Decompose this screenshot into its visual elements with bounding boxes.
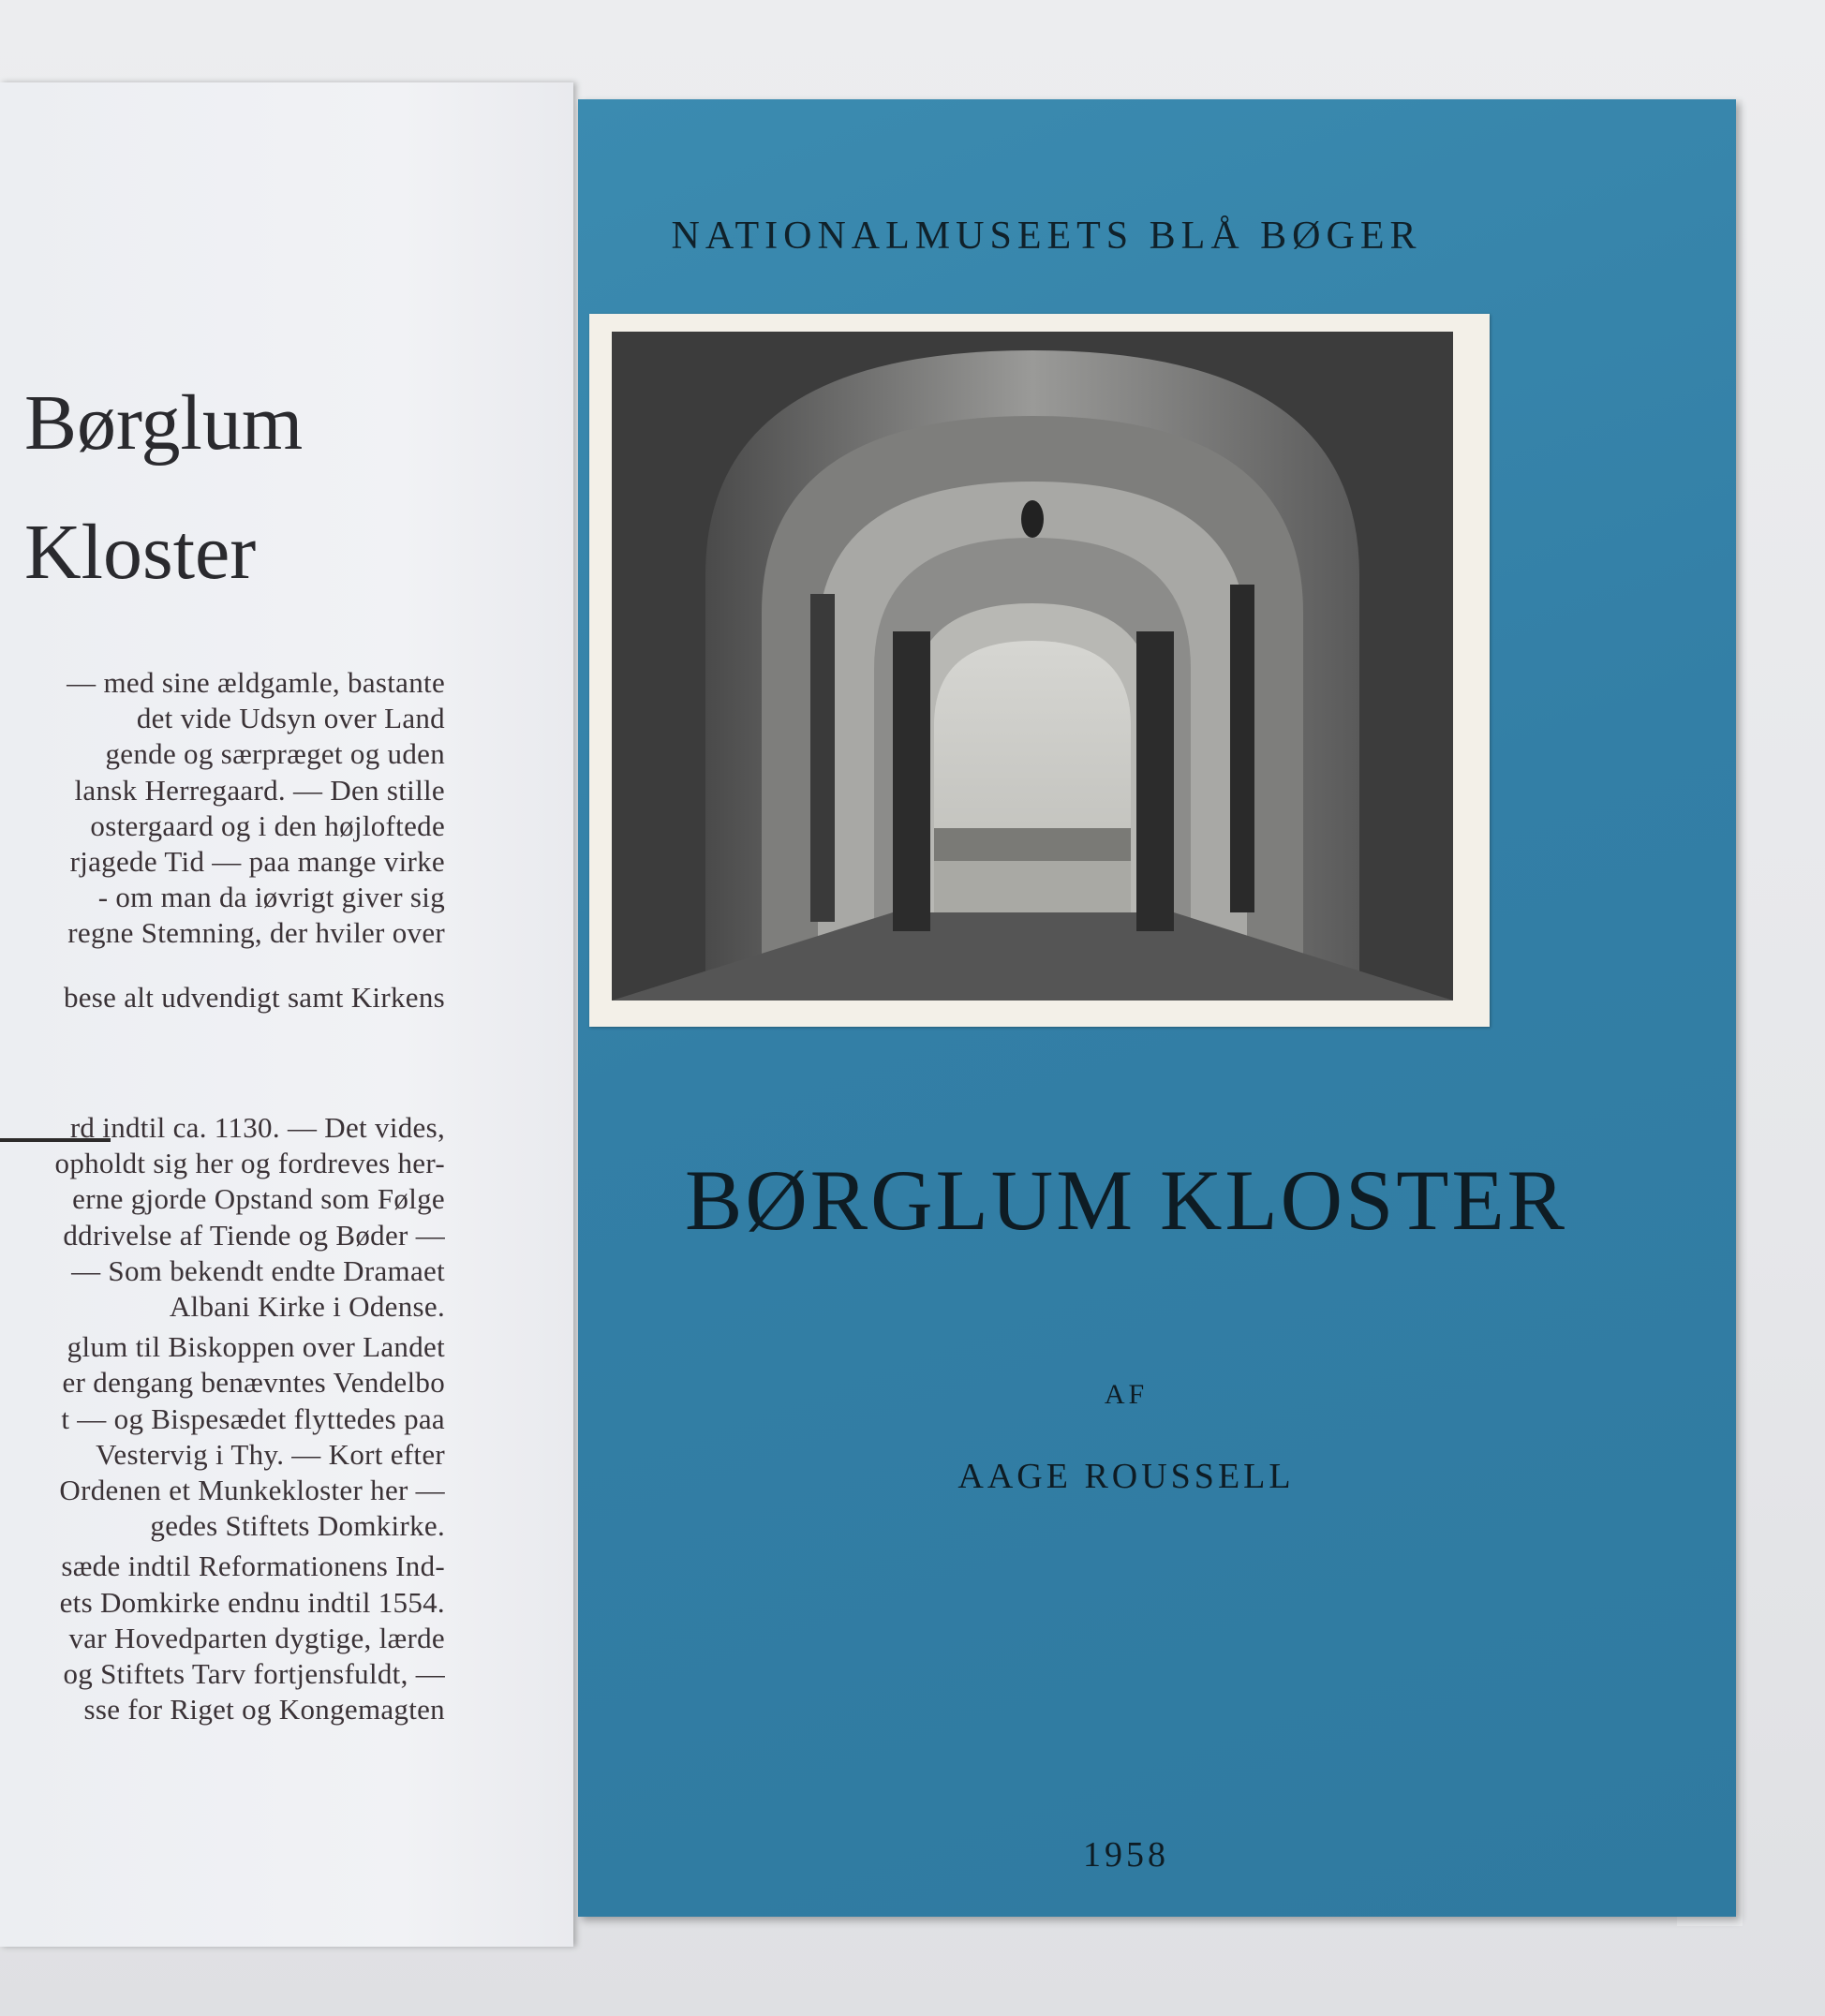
book-cover <box>578 99 1736 1917</box>
text-line: Ordenen et Munkekloster her — <box>59 1474 445 1507</box>
text-line: ostergaard og i den højloftede <box>90 808 445 842</box>
text-line: ets Domkirke endnu indtil 1554. <box>59 1585 445 1619</box>
archway-photo <box>612 332 1453 1001</box>
text-line: gende og særpræget og uden <box>105 737 445 771</box>
text-line: bese alt udvendigt samt Kirkens <box>63 981 445 1014</box>
text-line: erne gjorde Opstand som Følge <box>72 1182 445 1216</box>
paragraph-3 <box>0 1110 445 1727</box>
text-line: var Hovedparten dygtige, lærde <box>68 1621 445 1654</box>
text-line: det vide Udsyn over Land <box>136 702 445 735</box>
left-book-page <box>0 82 573 1947</box>
text-line: er dengang benævntes Vendelbo <box>62 1366 445 1400</box>
page-title-line1: Børglum <box>24 379 304 467</box>
by-label: AF <box>1104 1379 1149 1410</box>
text-line: sæde indtil Reformationens Ind- <box>61 1549 445 1583</box>
text-line: rjagede Tid — paa mange virke <box>69 845 445 879</box>
page-title-line2: Kloster <box>24 509 257 596</box>
text-line: opholdt sig her og fordreves her- <box>54 1147 445 1180</box>
paragraph-1 <box>0 665 445 952</box>
text-line: - om man da iøvrigt giver sig <box>97 881 445 914</box>
text-line: og Stiftets Tarv fortjensfuldt, — <box>63 1657 445 1691</box>
cover-photo-mount <box>589 314 1490 1027</box>
text-line: sse for Riget og Kongemagten <box>83 1693 445 1727</box>
author-name: AAGE ROUSSELL <box>957 1457 1295 1496</box>
text-line: gedes Stiftets Domkirke. <box>150 1509 445 1543</box>
text-line: — Som bekendt endte Dramaet <box>71 1253 445 1287</box>
text-line: lansk Herregaard. — Den stille <box>74 773 445 807</box>
series-title: NATIONALMUSEETS BLÅ BØGER <box>671 215 1422 258</box>
text-line: t — og Bispesædet flyttedes paa <box>61 1401 445 1435</box>
text-line: Albani Kirke i Odense. <box>169 1290 445 1324</box>
text-line: ddrivelse af Tiende og Bøder — <box>63 1218 445 1252</box>
text-line: rd indtil ca. 1130. — Det vides, <box>69 1111 445 1144</box>
text-line: — med sine ældgamle, bastante <box>67 666 445 699</box>
text-line: regne Stemning, der hviler over <box>67 916 445 950</box>
publication-year: 1958 <box>1083 1835 1169 1875</box>
text-line: Vestervig i Thy. — Kort efter <box>96 1437 445 1471</box>
book-title: BØRGLUM KLOSTER <box>684 1152 1568 1248</box>
text-line: glum til Biskoppen over Landet <box>67 1330 445 1364</box>
paragraph-2 <box>0 980 445 1015</box>
